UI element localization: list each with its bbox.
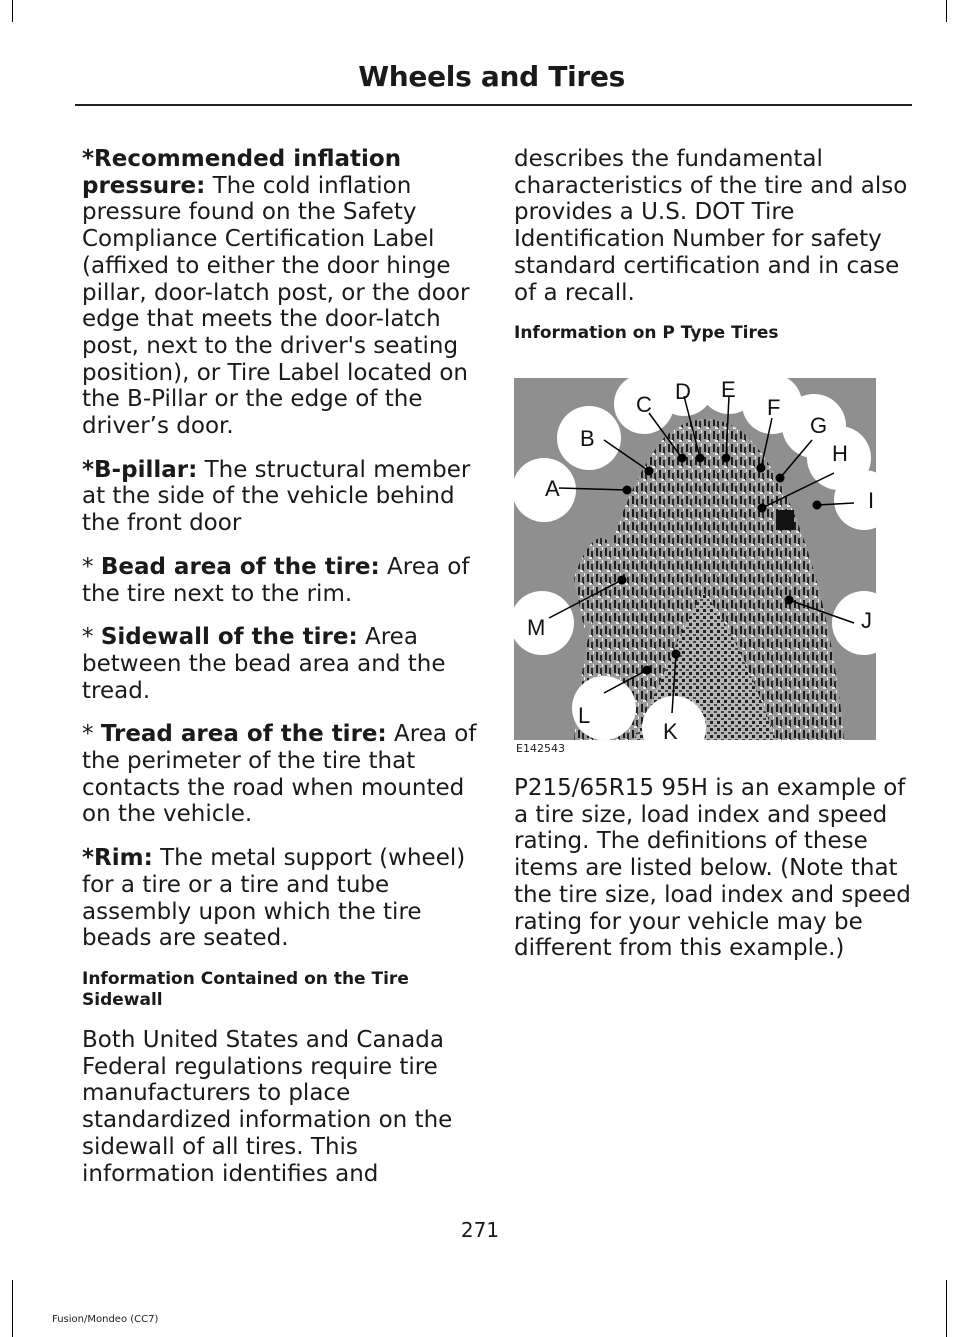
header-rule bbox=[75, 104, 912, 106]
crop-mark-top-left bbox=[12, 0, 13, 22]
footer-model: Fusion/Mondeo (CC7) bbox=[52, 1314, 159, 1325]
figure-label-k: K bbox=[663, 719, 678, 740]
definition-b-pillar: *B-pillar: The structural member at the side of the vehicle behind the front door bbox=[82, 456, 471, 537]
page-number: 271 bbox=[460, 1218, 500, 1242]
subheading-tire-sidewall: Information Contained on the Tire Sidewall bbox=[82, 968, 409, 1010]
figure-label-d: D bbox=[675, 379, 691, 404]
paragraph-regulations: Both United States and Canada Federal regulations require tire manufacturers to place standardized information on the sidewall of all tires. This information identifies and bbox=[82, 1026, 453, 1187]
figure-label-l: L bbox=[578, 703, 591, 728]
crop-mark-bottom-right bbox=[946, 1280, 947, 1337]
left-column bbox=[82, 146, 482, 1204]
figure-label-b: B bbox=[580, 426, 595, 451]
crop-mark-top-right bbox=[946, 0, 947, 22]
figure-label-g: G bbox=[810, 413, 828, 438]
crop-mark-bottom-left bbox=[12, 1280, 13, 1337]
figure-label-a: A bbox=[545, 476, 560, 501]
figure-label-f: F bbox=[767, 395, 781, 420]
figure-label-m: M bbox=[527, 615, 546, 640]
definition-recommended-inflation: *Recommended inflation pressure: The cold inflation pressure found on the Safety Compliance Certification Label (affixed to either the door hinge pillar, door-latch post, or the door edge that meets the door-latch post, next to the driver's seating position), or Tire Label located on the B-Pillar or the edge of the driver’s door. bbox=[82, 146, 470, 440]
definition-sidewall: * Sidewall of the tire: Area between the bead area and the tread. bbox=[82, 624, 446, 704]
figure-label-h: H bbox=[832, 441, 848, 466]
figure-label-j: J bbox=[861, 608, 872, 633]
definition-rim: *Rim: The metal support (wheel) for a tire or a tire and tube assembly upon which the tire beads are seated. bbox=[82, 845, 466, 952]
definition-tread-area: * Tread area of the tire: Area of the perimeter of the tire that contacts the road when mounted on the vehicle. bbox=[82, 721, 477, 828]
right-lower-text bbox=[514, 775, 914, 979]
tire-sidewall-figure bbox=[514, 378, 876, 740]
figure-label-i: I bbox=[868, 488, 875, 513]
figure-label-c: C bbox=[636, 392, 652, 417]
figure-label-e: E bbox=[721, 378, 736, 402]
figure-id: E142543 bbox=[516, 742, 565, 755]
paragraph-tire-size-example: P215/65R15 95H is an example of a tire size, load index and speed rating. The definitions of these items are listed below. (Note that the tire size, load index and speed rating for your vehicle may be different from this example.) bbox=[514, 775, 911, 962]
page-title: Wheels and Tires bbox=[358, 60, 625, 93]
tire-illustration bbox=[514, 378, 876, 740]
definition-bead-area: * Bead area of the tire: Area of the tire next to the rim. bbox=[82, 553, 470, 607]
paragraph-continued: describes the fundamental characteristics of the tire and also provides a U.S. DOT Tire Identification Number for safety standard certification and in case of a recall. bbox=[514, 146, 908, 306]
subheading-p-type-tires: Information on P Type Tires bbox=[514, 323, 779, 344]
right-column bbox=[514, 146, 914, 362]
